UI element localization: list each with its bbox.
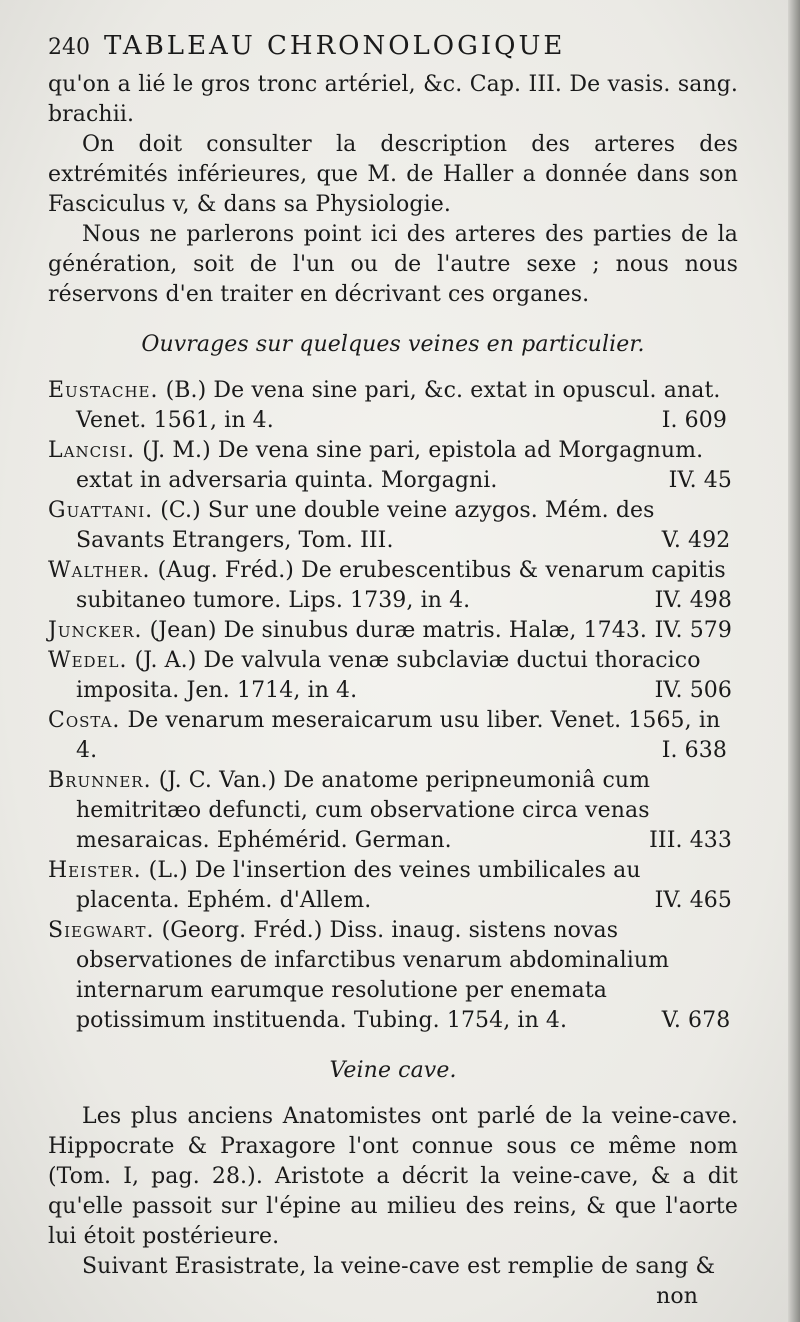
entry-author: Juncker. xyxy=(48,618,143,643)
entry-author: Wedel. xyxy=(48,648,128,673)
intro-continuation: qu'on a lié le gros tronc artériel, &c. Cap. III. De vasis. sang. brachii. xyxy=(48,72,738,127)
entry-text: (Georg. Fréd.) Diss. inaug. sistens novas observationes de infarctibus venarum abdominalium internarum earumque resolutione per enemata potissimum instituenda. Tubing. 1754, in 4. xyxy=(76,918,670,1033)
bibliography-entry xyxy=(48,766,738,856)
page-text-block xyxy=(48,28,738,1312)
bibliography-entry xyxy=(48,706,738,766)
entry-author: Brunner. xyxy=(48,768,152,793)
bibliography-entry xyxy=(48,376,738,436)
intro-paragraph-haller: On doit consulter la description des arteres des extrémités inférieures, que M. de Haller a donnée dans son Fasciculus v, & dans sa Physiologie. xyxy=(48,132,738,217)
bibliography-entry xyxy=(48,556,738,616)
bibliography-entry xyxy=(48,616,738,646)
bibliography-entry xyxy=(48,856,738,916)
entry-author: Eustache. xyxy=(48,378,159,403)
veine-cave-paragraph: Les plus anciens Anatomistes ont parlé de la veine-cave. Hippocrate & Praxagore l'ont connue sous ce même nom (Tom. I, pag. 28.). Aristote a décrit la veine-cave, & a dit qu'elle passoit sur l'épine au milieu des reins, & que l'aorte lui étoit postérieure. xyxy=(48,1104,738,1249)
running-header xyxy=(48,28,738,66)
entry-text: (L.) De l'insertion des veines umbilicales au placenta. Ephém. d'Allem. xyxy=(76,858,641,913)
bibliography-entry xyxy=(48,646,738,706)
entry-text: De venarum meseraicarum usu liber. Venet. 1565, in 4. xyxy=(76,708,721,763)
running-title: TABLEAU CHRONOLOGIQUE xyxy=(104,31,566,61)
entry-text: (J. C. Van.) De anatome peripneumoniâ cum hemitritæo defuncti, cum observatione circa venas mesaraicas. Ephémérid. German. xyxy=(76,768,651,853)
entry-author: Costa. xyxy=(48,708,121,733)
entry-reference: V. 492 xyxy=(661,528,731,553)
bibliography-entry xyxy=(48,916,738,1036)
entry-text: (Jean) De sinubus duræ matris. Halæ, 1743. xyxy=(149,618,648,643)
entry-reference: IV. 465 xyxy=(654,888,732,913)
entry-author: Heister. xyxy=(48,858,142,883)
catchword: non xyxy=(656,1284,698,1309)
page-gutter-shadow xyxy=(788,0,800,1322)
entry-reference: IV. 579 xyxy=(654,618,732,643)
entry-reference: I. 609 xyxy=(661,408,727,433)
entry-text: (C.) Sur une double veine azygos. Mém. des Savants Etrangers, Tom. III. xyxy=(76,498,655,553)
section-heading-veine-cave: Veine cave. xyxy=(329,1058,457,1083)
bibliography-entry xyxy=(48,436,738,496)
entry-reference: V. 678 xyxy=(661,1008,731,1033)
entry-reference: IV. 498 xyxy=(654,588,732,613)
entry-text: (J. M.) De vena sine pari, epistola ad Morgagnum. extat in adversaria quinta. Morgagni. xyxy=(76,438,704,493)
section-heading-veines: Ouvrages sur quelques veines en particulier. xyxy=(141,332,645,357)
entry-text: (J. A.) De valvula venæ subclaviæ ductui thoracico imposita. Jen. 1714, in 4. xyxy=(76,648,701,703)
entry-reference: IV. 506 xyxy=(654,678,732,703)
bibliography-entry xyxy=(48,496,738,556)
intro-paragraph-generation: Nous ne parlerons point ici des arteres des parties de la génération, soit de l'un ou de l'autre sexe ; nous nous réservons d'en traiter en décrivant ces organes. xyxy=(48,222,738,307)
entry-text: (B.) De vena sine pari, &c. extat in opuscul. anat. Venet. 1561, in 4. xyxy=(76,378,721,433)
entry-reference: IV. 45 xyxy=(668,468,732,493)
entry-reference: III. 433 xyxy=(649,828,732,853)
entry-reference: I. 638 xyxy=(661,738,727,763)
entry-author: Lancisi. xyxy=(48,438,136,463)
entry-text: (Aug. Fréd.) De erubescentibus & venarum capitis subitaneo tumore. Lips. 1739, in 4. xyxy=(76,558,726,613)
entry-author: Siegwart. xyxy=(48,918,155,943)
bibliography-list xyxy=(48,376,738,1036)
entry-author: Walther. xyxy=(48,558,151,583)
page-number: 240 xyxy=(48,35,90,60)
erasistrate-paragraph: Suivant Erasistrate, la veine-cave est remplie de sang & xyxy=(82,1254,716,1279)
entry-author: Guattani. xyxy=(48,498,154,523)
